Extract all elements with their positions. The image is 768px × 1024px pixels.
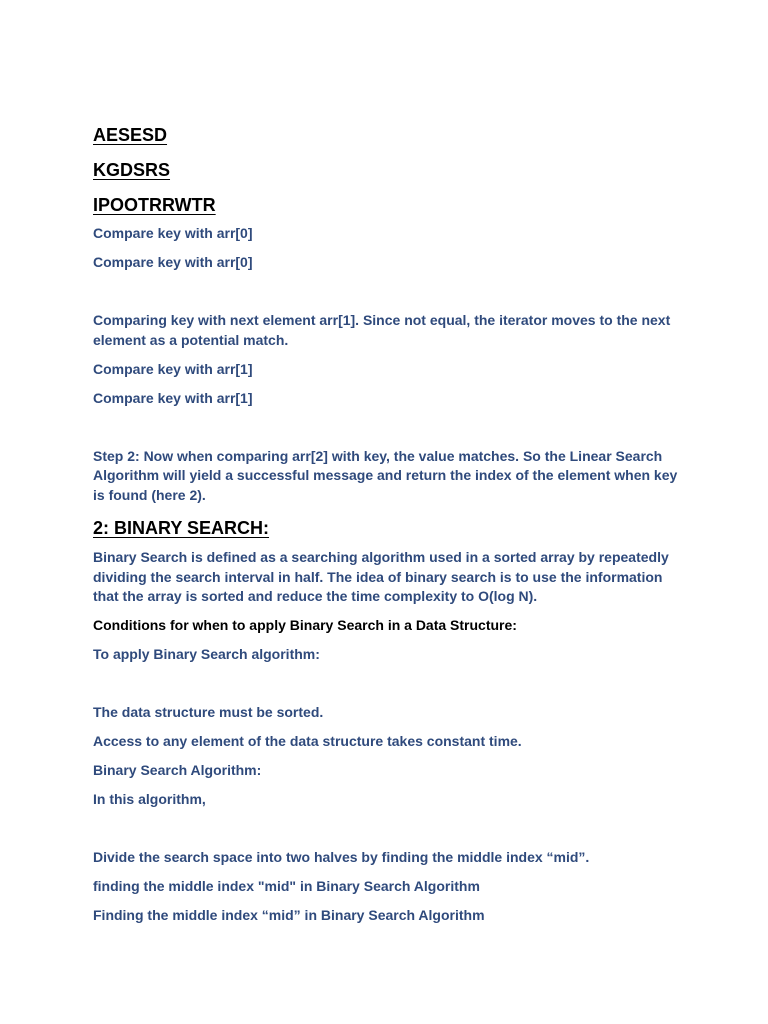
paragraph-compare-arr0-first: Compare key with arr[0] — [93, 225, 253, 241]
heading-ipootrrwtr: IPOOTRRWTR — [93, 195, 216, 215]
paragraph-compare-arr0-second: Compare key with arr[0] — [93, 254, 253, 270]
blank-line — [93, 674, 683, 703]
paragraph-finding-mid-lowercase: finding the middle index "mid" in Binary Search Algorithm — [93, 878, 480, 894]
paragraph-compare-arr1-second: Compare key with arr[1] — [93, 389, 253, 406]
heading-aesesd: AESESD — [93, 125, 168, 145]
paragraph-in-this-algorithm: In this algorithm, — [93, 791, 206, 807]
paragraph-comparing-next-element: Comparing key with next element arr[1]. Since not equal, the iterator moves to the next element as a potential match. — [93, 312, 671, 348]
heading-kgdsrs: KGDSRS — [93, 160, 171, 180]
document-body — [93, 122, 683, 935]
paragraph-divide-search-space: Divide the search space into two halves by finding the middle index “mid”. — [93, 849, 590, 865]
paragraph-constant-time-access: Access to any element of the data structure takes constant time. — [93, 733, 522, 749]
blank-line — [93, 418, 683, 447]
paragraph-compare-arr1-first: Compare key with arr[1] — [93, 360, 253, 377]
paragraph-finding-mid-capitalized: Finding the middle index “mid” in Binary Search Algorithm — [93, 907, 485, 923]
paragraph-conditions-heading: Conditions for when to apply Binary Search in a Data Structure: — [93, 617, 517, 633]
blank-line — [93, 282, 683, 311]
paragraph-must-be-sorted: The data structure must be sorted. — [93, 704, 324, 720]
heading-binary-search: 2: BINARY SEARCH: — [93, 518, 270, 538]
paragraph-to-apply: To apply Binary Search algorithm: — [93, 646, 320, 662]
blank-line — [93, 819, 683, 848]
paragraph-step-2: Step 2: Now when comparing arr[2] with key, the value matches. So the Linear Search Algorithm will yield a successful message and return the index of the element when key is found (here 2). — [93, 447, 678, 503]
paragraph-algorithm-label: Binary Search Algorithm: — [93, 762, 262, 778]
paragraph-binary-definition: Binary Search is defined as a searching algorithm used in a sorted array by repeatedly dividing the search interval in half. The idea of binary search is to use the information that the array is sorted and reduce the time complexity to O(log N). — [93, 549, 669, 604]
